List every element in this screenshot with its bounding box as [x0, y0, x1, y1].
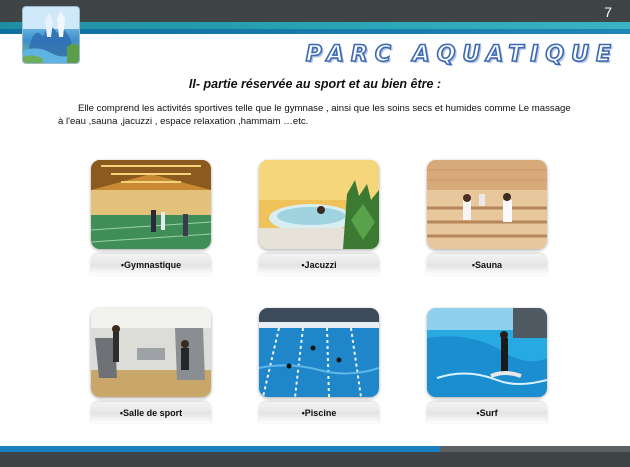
- surf-photo: [427, 308, 547, 397]
- caption-bar: [427, 402, 547, 423]
- activity-sauna: [427, 160, 547, 275]
- activity-piscine: [259, 308, 379, 423]
- activity-label: •Sauna: [471, 259, 503, 270]
- gymnastique-photo: [91, 160, 211, 249]
- header-band: [0, 0, 630, 22]
- park-logo: [22, 6, 80, 64]
- activity-label: •Salle de sport: [119, 407, 183, 418]
- page-number: 7: [604, 4, 612, 20]
- header-stripe: [0, 22, 630, 29]
- activity-label: •Gymnastique: [120, 259, 182, 270]
- caption-bar: [259, 402, 379, 423]
- activity-surf: [427, 308, 547, 423]
- sauna-photo: [427, 160, 547, 249]
- activity-gymnastique: [91, 160, 211, 275]
- activity-label: •Piscine: [301, 407, 337, 418]
- caption-bar: [427, 254, 547, 275]
- caption-bar: [91, 402, 211, 423]
- salle-de-sport-photo: [91, 308, 211, 397]
- activity-label: •Surf: [476, 407, 498, 418]
- jacuzzi-photo: [259, 160, 379, 249]
- section-subtitle: II- partie réservée au sport et au bien être :: [188, 77, 442, 91]
- brand-title: PARC AQUATIQUE: [305, 42, 618, 67]
- description-paragraph: [58, 102, 578, 128]
- header-stripe-blue: [0, 29, 630, 34]
- activity-jacuzzi: [259, 160, 379, 275]
- activity-salle-de-sport: [91, 308, 211, 423]
- caption-bar: [91, 254, 211, 275]
- footer-band: [0, 452, 630, 467]
- caption-bar: [259, 254, 379, 275]
- activity-label: •Jacuzzi: [301, 259, 337, 270]
- description-text: Elle comprend les activités sportives telle que le gymnase , ainsi que les soins secs et humides comme Le massage à l'eau ,sauna ,jacuzzi , espace relaxation ,hammam …etc.: [58, 103, 571, 127]
- piscine-photo: [259, 308, 379, 397]
